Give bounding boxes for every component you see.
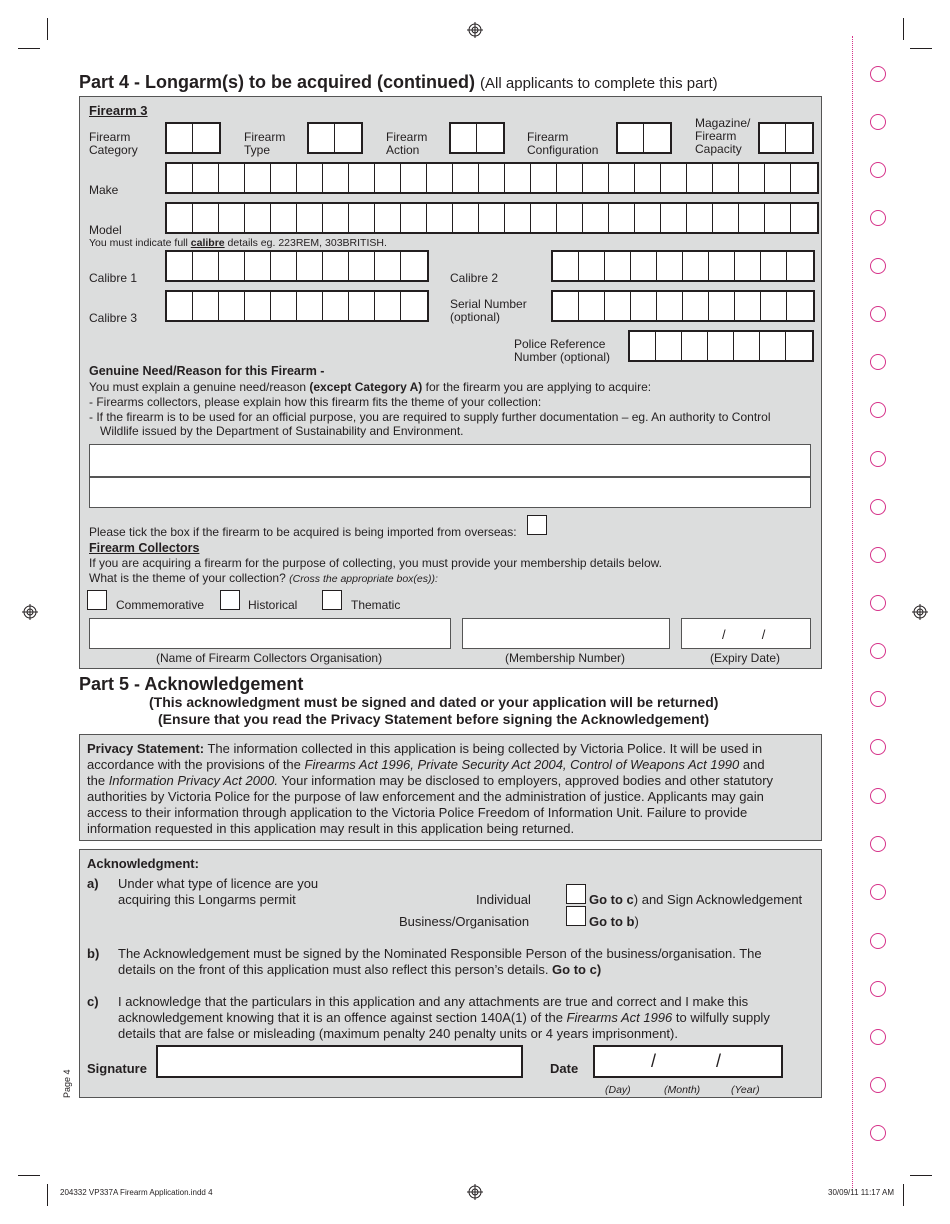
char-cell[interactable] [167,252,193,280]
individual-checkbox[interactable] [566,884,586,904]
char-cell[interactable] [219,252,245,280]
thematic-label: Thematic [351,598,401,612]
model-label: Model [89,223,122,237]
privacy-line5: access to their information through application to the Victoria Police Freedom of Information Unit. Failure to provide [87,805,748,820]
item-b-line1: The Acknowledgement must be signed by the Nominated Responsible Person of the business/organisation. The [118,946,762,961]
char-cell[interactable] [401,292,427,320]
char-cell[interactable] [323,204,349,232]
binder-hole [870,884,886,900]
char-cell[interactable] [553,252,579,280]
char-cell[interactable] [401,252,427,280]
capacity-label: Magazine/ Firearm Capacity [695,116,751,156]
serial-label: Serial Number (optional) [450,297,527,324]
char-cell[interactable] [557,164,583,192]
char-cell[interactable] [219,204,245,232]
char-cell[interactable] [635,164,661,192]
binder-hole [870,933,886,949]
char-cell[interactable] [687,204,713,232]
char-cell[interactable] [219,164,245,192]
calibre3-label: Calibre 3 [89,311,138,325]
business-label: Business/Organisation [399,914,530,929]
thematic-checkbox[interactable] [322,590,342,610]
privacy-line4: authorities by Victoria Police for the purpose of law enforcement and the administration of justice. Applicants may gain [87,789,764,804]
char-cell[interactable] [630,332,656,360]
char-cell[interactable] [245,252,271,280]
commemorative-checkbox[interactable] [87,590,107,610]
privacy-line2: accordance with the provisions of the Firearms Act 1996, Private Security Act 2004, Control of Weapons Act 1990 and [87,757,765,772]
genuine-need-bullet2-cont: Wildlife issued by the Department of Sustainability and Environment. [100,424,464,438]
char-cell[interactable] [401,164,427,192]
binder-hole [870,1125,886,1141]
binder-hole [870,499,886,515]
crop-mark [18,1175,40,1176]
char-cell[interactable] [661,164,687,192]
char-cell[interactable] [683,252,709,280]
char-cell[interactable] [786,332,812,360]
item-a-line1: Under what type of licence are you [118,876,319,891]
char-cell[interactable] [245,164,271,192]
crop-mark [903,18,904,40]
date-input[interactable] [593,1045,783,1078]
char-cell[interactable] [401,204,427,232]
genuine-need-input-line1[interactable] [89,444,811,477]
collectors-line1: If you are acquiring a firearm for the purpose of collecting, you must provide your membership details below. [89,556,662,570]
calibre2-input[interactable] [551,250,815,282]
binder-hole [870,258,886,274]
binder-hole [870,210,886,226]
historical-label: Historical [248,598,298,612]
item-c-line3: details that are false or misleading (maximum penalty 240 penalty units or 4 years imprisonment). [118,1026,678,1041]
binder-hole [870,595,886,611]
crop-mark [18,48,40,49]
char-cell[interactable] [297,252,323,280]
crop-mark [903,1184,904,1206]
char-cell[interactable] [583,164,609,192]
char-cell[interactable] [323,252,349,280]
collectors-org-input[interactable] [89,618,451,649]
char-cell[interactable] [631,292,657,320]
char-cell[interactable] [271,204,297,232]
char-cell[interactable] [349,252,375,280]
magazine-capacity-input[interactable] [758,122,814,154]
char-cell[interactable] [427,204,453,232]
registration-mark-icon [912,604,928,620]
binder-hole [870,451,886,467]
import-question: Please tick the box if the firearm to be acquired is being imported from overseas: [89,525,517,539]
item-c-line2: acknowledgement knowing that it is an offence against section 140A(1) of the Firearms Act 1996 to wilfully supply [118,1010,770,1025]
binder-hole [870,354,886,370]
serial-number-input[interactable] [551,290,815,322]
char-cell[interactable] [167,164,193,192]
char-cell[interactable] [349,292,375,320]
char-cell[interactable] [579,252,605,280]
char-cell[interactable] [708,332,734,360]
char-cell[interactable] [734,332,760,360]
char-cell[interactable] [739,164,765,192]
make-input[interactable] [165,162,819,194]
char-cell[interactable] [453,204,479,232]
char-cell[interactable] [245,204,271,232]
firearm-action-input[interactable] [449,122,505,154]
item-a-line2: acquiring this Longarms permit [118,892,296,907]
item-a-label: a) [87,876,99,891]
char-cell[interactable] [661,204,687,232]
calibre2-label: Calibre 2 [450,271,499,285]
binder-hole [870,114,886,130]
char-cell[interactable] [479,204,505,232]
char-cell[interactable] [531,164,557,192]
binder-hole [870,981,886,997]
import-checkbox[interactable] [527,515,547,535]
char-cell[interactable] [791,164,817,192]
registration-mark-icon [22,604,38,620]
calibre1-label: Calibre 1 [89,271,138,285]
char-cell[interactable] [349,204,375,232]
char-cell[interactable] [609,204,635,232]
part5-note2: (Ensure that you read the Privacy Statement before signing the Acknowledgement) [158,711,710,727]
crop-mark [47,18,48,40]
police-reference-input[interactable] [628,330,814,362]
calibre1-input[interactable] [165,250,429,282]
binder-hole [870,402,886,418]
binder-hole [870,162,886,178]
signature-label: Signature [87,1061,147,1076]
genuine-need-heading: Genuine Need/Reason for this Firearm - [89,364,325,378]
char-cell[interactable] [713,204,739,232]
membership-caption: (Membership Number) [505,651,626,665]
genuine-need-input-line2[interactable] [89,477,811,508]
footer-filename: 204332 VP337A Firearm Application.indd 4 [60,1188,213,1197]
char-cell[interactable] [609,164,635,192]
char-cell[interactable] [739,204,765,232]
firearm-heading: Firearm 3 [89,103,148,118]
char-cell[interactable] [219,292,245,320]
binder-hole [870,836,886,852]
char-cell[interactable] [657,292,683,320]
char-cell[interactable] [557,204,583,232]
item-c-label: c) [87,994,99,1009]
char-cell[interactable] [297,204,323,232]
char-cell[interactable] [375,252,401,280]
char-cell[interactable] [605,292,631,320]
char-cell[interactable] [375,164,401,192]
item-b-line2: details on the front of this application must also reflect this person’s details. Go to c) [118,962,602,977]
type-label: Firearm Type [244,130,286,157]
registration-mark-icon [467,22,483,38]
genuine-need-line1: You must explain a genuine need/reason (except Category A) for the firearm you are applying to acquire: [89,380,652,394]
char-cell[interactable] [271,164,297,192]
char-cell[interactable] [687,164,713,192]
footer-timestamp: 30/09/11 11:17 AM [828,1188,894,1197]
char-cell[interactable] [349,164,375,192]
firearm-category-input[interactable] [165,122,221,154]
individual-label: Individual [476,892,531,907]
char-cell[interactable] [505,164,531,192]
business-checkbox[interactable] [566,906,586,926]
char-cell[interactable] [323,164,349,192]
perforation-line [852,36,853,1188]
calibre3-input[interactable] [165,290,429,322]
char-cell[interactable] [635,204,661,232]
char-cell[interactable] [631,252,657,280]
privacy-line3: the Information Privacy Act 2000. Your information may be disclosed to employers, approved bodies and other statutory [87,773,774,788]
binder-hole [870,306,886,322]
privacy-line1: Privacy Statement: The information collected in this application is being collected by Victoria Police. It will be used in [87,741,763,756]
binder-hole [870,691,886,707]
historical-checkbox[interactable] [220,590,240,610]
binder-hole [870,788,886,804]
expiry-slashes: / / [722,627,766,642]
char-cell[interactable] [323,292,349,320]
char-cell[interactable] [193,292,219,320]
firearm-configuration-input[interactable] [616,122,672,154]
char-cell[interactable] [765,164,791,192]
configuration-label: Firearm Configuration [527,130,599,157]
binder-hole [870,643,886,659]
char-cell[interactable] [297,164,323,192]
char-cell[interactable] [553,292,579,320]
char-cell[interactable] [375,204,401,232]
police-ref-label: Police Reference Number (optional) [514,337,611,364]
char-cell[interactable] [656,332,682,360]
char-cell[interactable] [193,204,219,232]
char-cell[interactable] [583,204,609,232]
char-cell[interactable] [787,292,813,320]
privacy-line6: information requested in this application may result in this application being returned. [87,821,575,836]
part5-note1: (This acknowledgment must be signed and dated or your application will be returned) [149,694,719,710]
business-goto: Go to b) [589,914,639,929]
crop-mark [910,48,932,49]
char-cell[interactable] [765,204,791,232]
char-cell[interactable] [735,292,761,320]
char-cell[interactable] [167,204,193,232]
action-label: Firearm Action [386,130,428,157]
char-cell[interactable] [683,292,709,320]
collectors-heading: Firearm Collectors [89,541,200,555]
model-input[interactable] [165,202,819,234]
genuine-need-bullet1: - Firearms collectors, please explain how this firearm fits the theme of your collection: [89,395,542,409]
char-cell[interactable] [531,204,557,232]
char-cell[interactable] [787,252,813,280]
char-cell[interactable] [271,292,297,320]
char-cell[interactable] [709,292,735,320]
registration-mark-icon [467,1184,483,1200]
page-number: Page 4 [62,1069,72,1098]
binder-hole [870,1077,886,1093]
part4-title: Part 4 - Longarm(s) to be acquired (continued) (All applicants to complete this part) [79,72,718,92]
binder-hole [870,547,886,563]
month-caption: (Month) [664,1084,701,1096]
char-cell[interactable] [682,332,708,360]
char-cell[interactable] [605,252,631,280]
item-c-line1: I acknowledge that the particulars in this application and any attachments are true and correct and I make this [118,994,749,1009]
calibre-note: You must indicate full calibre details eg. 223REM, 303BRITISH. [89,237,387,249]
char-cell[interactable] [375,292,401,320]
genuine-need-bullet2: - If the firearm is to be used for an official purpose, you are required to supply further documentation – eg. An authority to Control [89,410,771,424]
char-cell[interactable] [167,292,193,320]
category-label: Firearm Category [89,130,138,157]
acknowledgment-heading: Acknowledgment: [87,856,199,871]
signature-input[interactable] [156,1045,523,1078]
collectors-line2: What is the theme of your collection? (Cross the appropriate box(es)): [89,571,438,585]
individual-goto: Go to c) and Sign Acknowledgement [589,892,803,907]
char-cell[interactable] [713,164,739,192]
char-cell[interactable] [761,292,787,320]
part5-title: Part 5 - Acknowledgement [79,674,304,694]
char-cell[interactable] [791,204,817,232]
char-cell[interactable] [761,252,787,280]
char-cell[interactable] [271,252,297,280]
binder-hole [870,66,886,82]
commemorative-label: Commemorative [116,598,205,612]
binder-hole [870,739,886,755]
firearm-type-input[interactable] [307,122,363,154]
membership-number-input[interactable] [462,618,670,649]
day-caption: (Day) [605,1084,631,1096]
char-cell[interactable] [193,164,219,192]
char-cell[interactable] [297,292,323,320]
expiry-caption: (Expiry Date) [710,651,781,665]
item-b-label: b) [87,946,100,961]
expiry-date-input[interactable] [681,618,811,649]
crop-mark [47,1184,48,1206]
char-cell[interactable] [427,164,453,192]
crop-mark [910,1175,932,1176]
char-cell[interactable] [505,204,531,232]
char-cell[interactable] [579,292,605,320]
date-slashes: / / [651,1051,722,1071]
binder-hole [870,1029,886,1045]
year-caption: (Year) [731,1084,760,1096]
org-caption: (Name of Firearm Collectors Organisation) [156,651,383,665]
char-cell[interactable] [760,332,786,360]
char-cell[interactable] [453,164,479,192]
char-cell[interactable] [657,252,683,280]
char-cell[interactable] [245,292,271,320]
make-label: Make [89,183,119,197]
char-cell[interactable] [193,252,219,280]
char-cell[interactable] [735,252,761,280]
char-cell[interactable] [479,164,505,192]
char-cell[interactable] [709,252,735,280]
date-label: Date [550,1061,579,1076]
